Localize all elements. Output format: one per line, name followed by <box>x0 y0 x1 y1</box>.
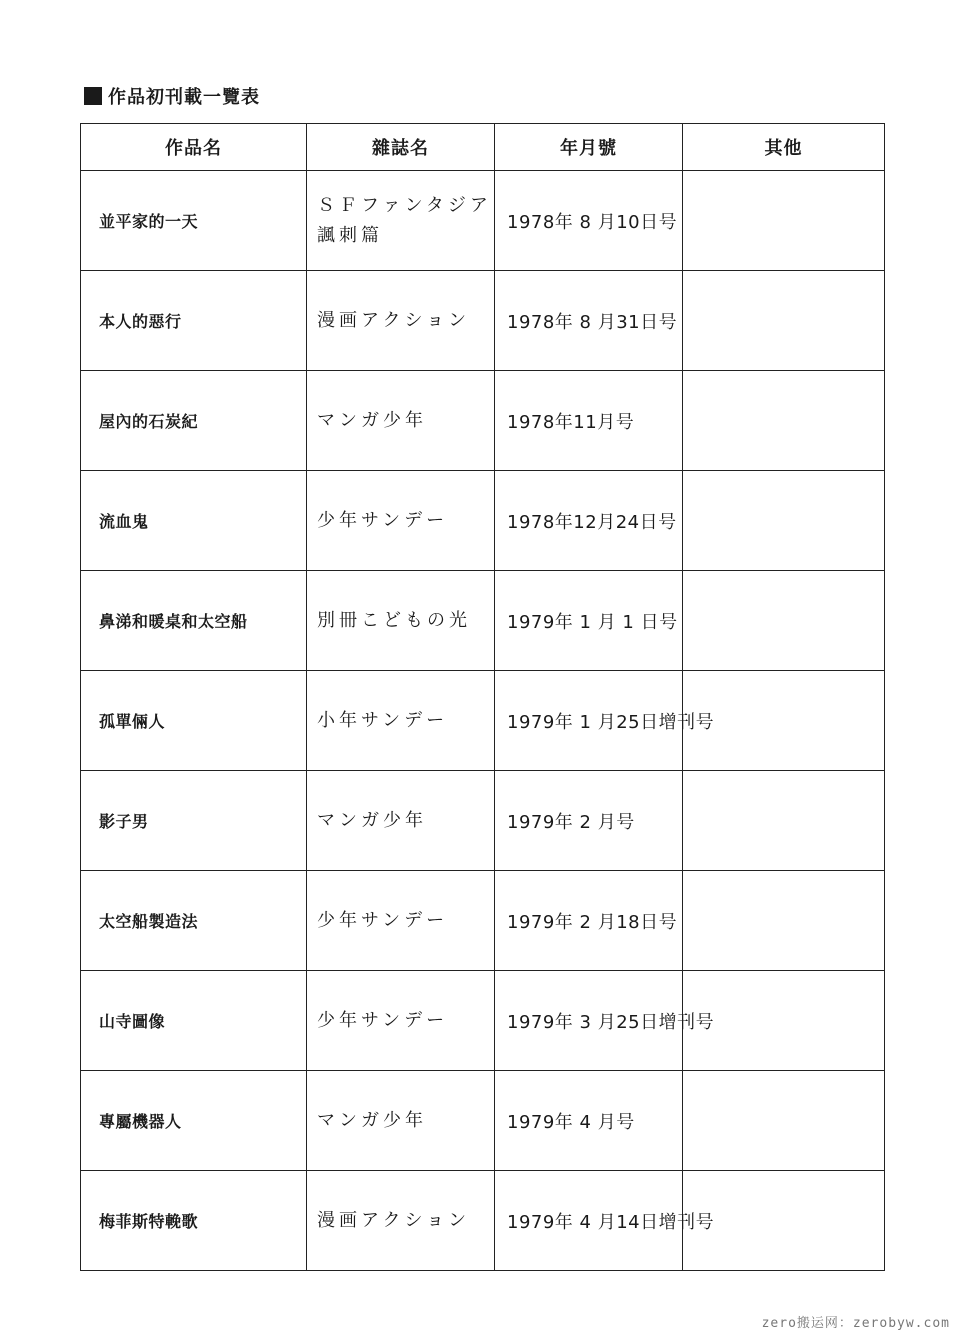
other-cell <box>683 871 885 971</box>
table-row <box>81 171 885 271</box>
issue-date-cell: 1979年 2 月号 <box>495 771 683 871</box>
other-cell <box>683 771 885 871</box>
issue-date-cell: 1979年 2 月18日号 <box>495 871 683 971</box>
section-heading <box>84 84 260 108</box>
other-cell <box>683 571 885 671</box>
table-row <box>81 671 885 771</box>
issue-date-cell: 1979年 1 月25日增刊号 <box>495 671 683 771</box>
work-title-cell: 梅菲斯特輓歌 <box>81 1171 307 1271</box>
issue-date-cell: 1978年 8 月31日号 <box>495 271 683 371</box>
work-title-cell: 影子男 <box>81 771 307 871</box>
work-title-cell: 流血鬼 <box>81 471 307 571</box>
work-title-cell: 屋內的石炭紀 <box>81 371 307 471</box>
table-header-row <box>81 124 885 171</box>
table-row <box>81 971 885 1071</box>
work-title-cell: 孤單倆人 <box>81 671 307 771</box>
other-cell <box>683 371 885 471</box>
table-row <box>81 371 885 471</box>
table-row <box>81 871 885 971</box>
magazine-cell: 少年サンデー <box>307 871 495 971</box>
column-header-magazine: 雜誌名 <box>307 124 495 171</box>
table-row <box>81 771 885 871</box>
issue-date-cell: 1978年11月号 <box>495 371 683 471</box>
magazine-cell: 漫画アクション <box>307 1171 495 1271</box>
issue-date-cell: 1979年 1 月 1 日号 <box>495 571 683 671</box>
issue-date-cell: 1979年 4 月14日增刊号 <box>495 1171 683 1271</box>
magazine-cell: ＳＦファンタジア諷刺篇 <box>307 171 495 271</box>
work-title-cell: 太空船製造法 <box>81 871 307 971</box>
black-square-icon <box>84 87 102 105</box>
work-title-cell: 本人的惡行 <box>81 271 307 371</box>
column-header-issue: 年月號 <box>495 124 683 171</box>
magazine-cell: 少年サンデー <box>307 971 495 1071</box>
watermark: zero搬运网：zerobyw.com <box>761 1316 950 1331</box>
magazine-cell: マンガ少年 <box>307 371 495 471</box>
issue-date-cell: 1978年 8 月10日号 <box>495 171 683 271</box>
other-cell <box>683 271 885 371</box>
magazine-cell: マンガ少年 <box>307 771 495 871</box>
column-header-title: 作品名 <box>81 124 307 171</box>
issue-date-cell: 1979年 3 月25日增刊号 <box>495 971 683 1071</box>
other-cell <box>683 471 885 571</box>
table-row <box>81 471 885 571</box>
works-table <box>80 123 885 1271</box>
table-row <box>81 1171 885 1271</box>
heading-text: 作品初刊載一覽表 <box>108 87 260 108</box>
work-title-cell: 鼻涕和暖桌和太空船 <box>81 571 307 671</box>
magazine-cell: 小年サンデー <box>307 671 495 771</box>
magazine-cell: マンガ少年 <box>307 1071 495 1171</box>
work-title-cell: 山寺圖像 <box>81 971 307 1071</box>
table-row <box>81 571 885 671</box>
issue-date-cell: 1978年12月24日号 <box>495 471 683 571</box>
work-title-cell: 並平家的一天 <box>81 171 307 271</box>
magazine-cell: 別冊こどもの光 <box>307 571 495 671</box>
column-header-other: 其他 <box>683 124 885 171</box>
table-row <box>81 271 885 371</box>
table-row <box>81 1071 885 1171</box>
other-cell <box>683 171 885 271</box>
issue-date-cell: 1979年 4 月号 <box>495 1071 683 1171</box>
other-cell <box>683 1071 885 1171</box>
magazine-cell: 漫画アクション <box>307 271 495 371</box>
magazine-cell: 少年サンデー <box>307 471 495 571</box>
work-title-cell: 專屬機器人 <box>81 1071 307 1171</box>
